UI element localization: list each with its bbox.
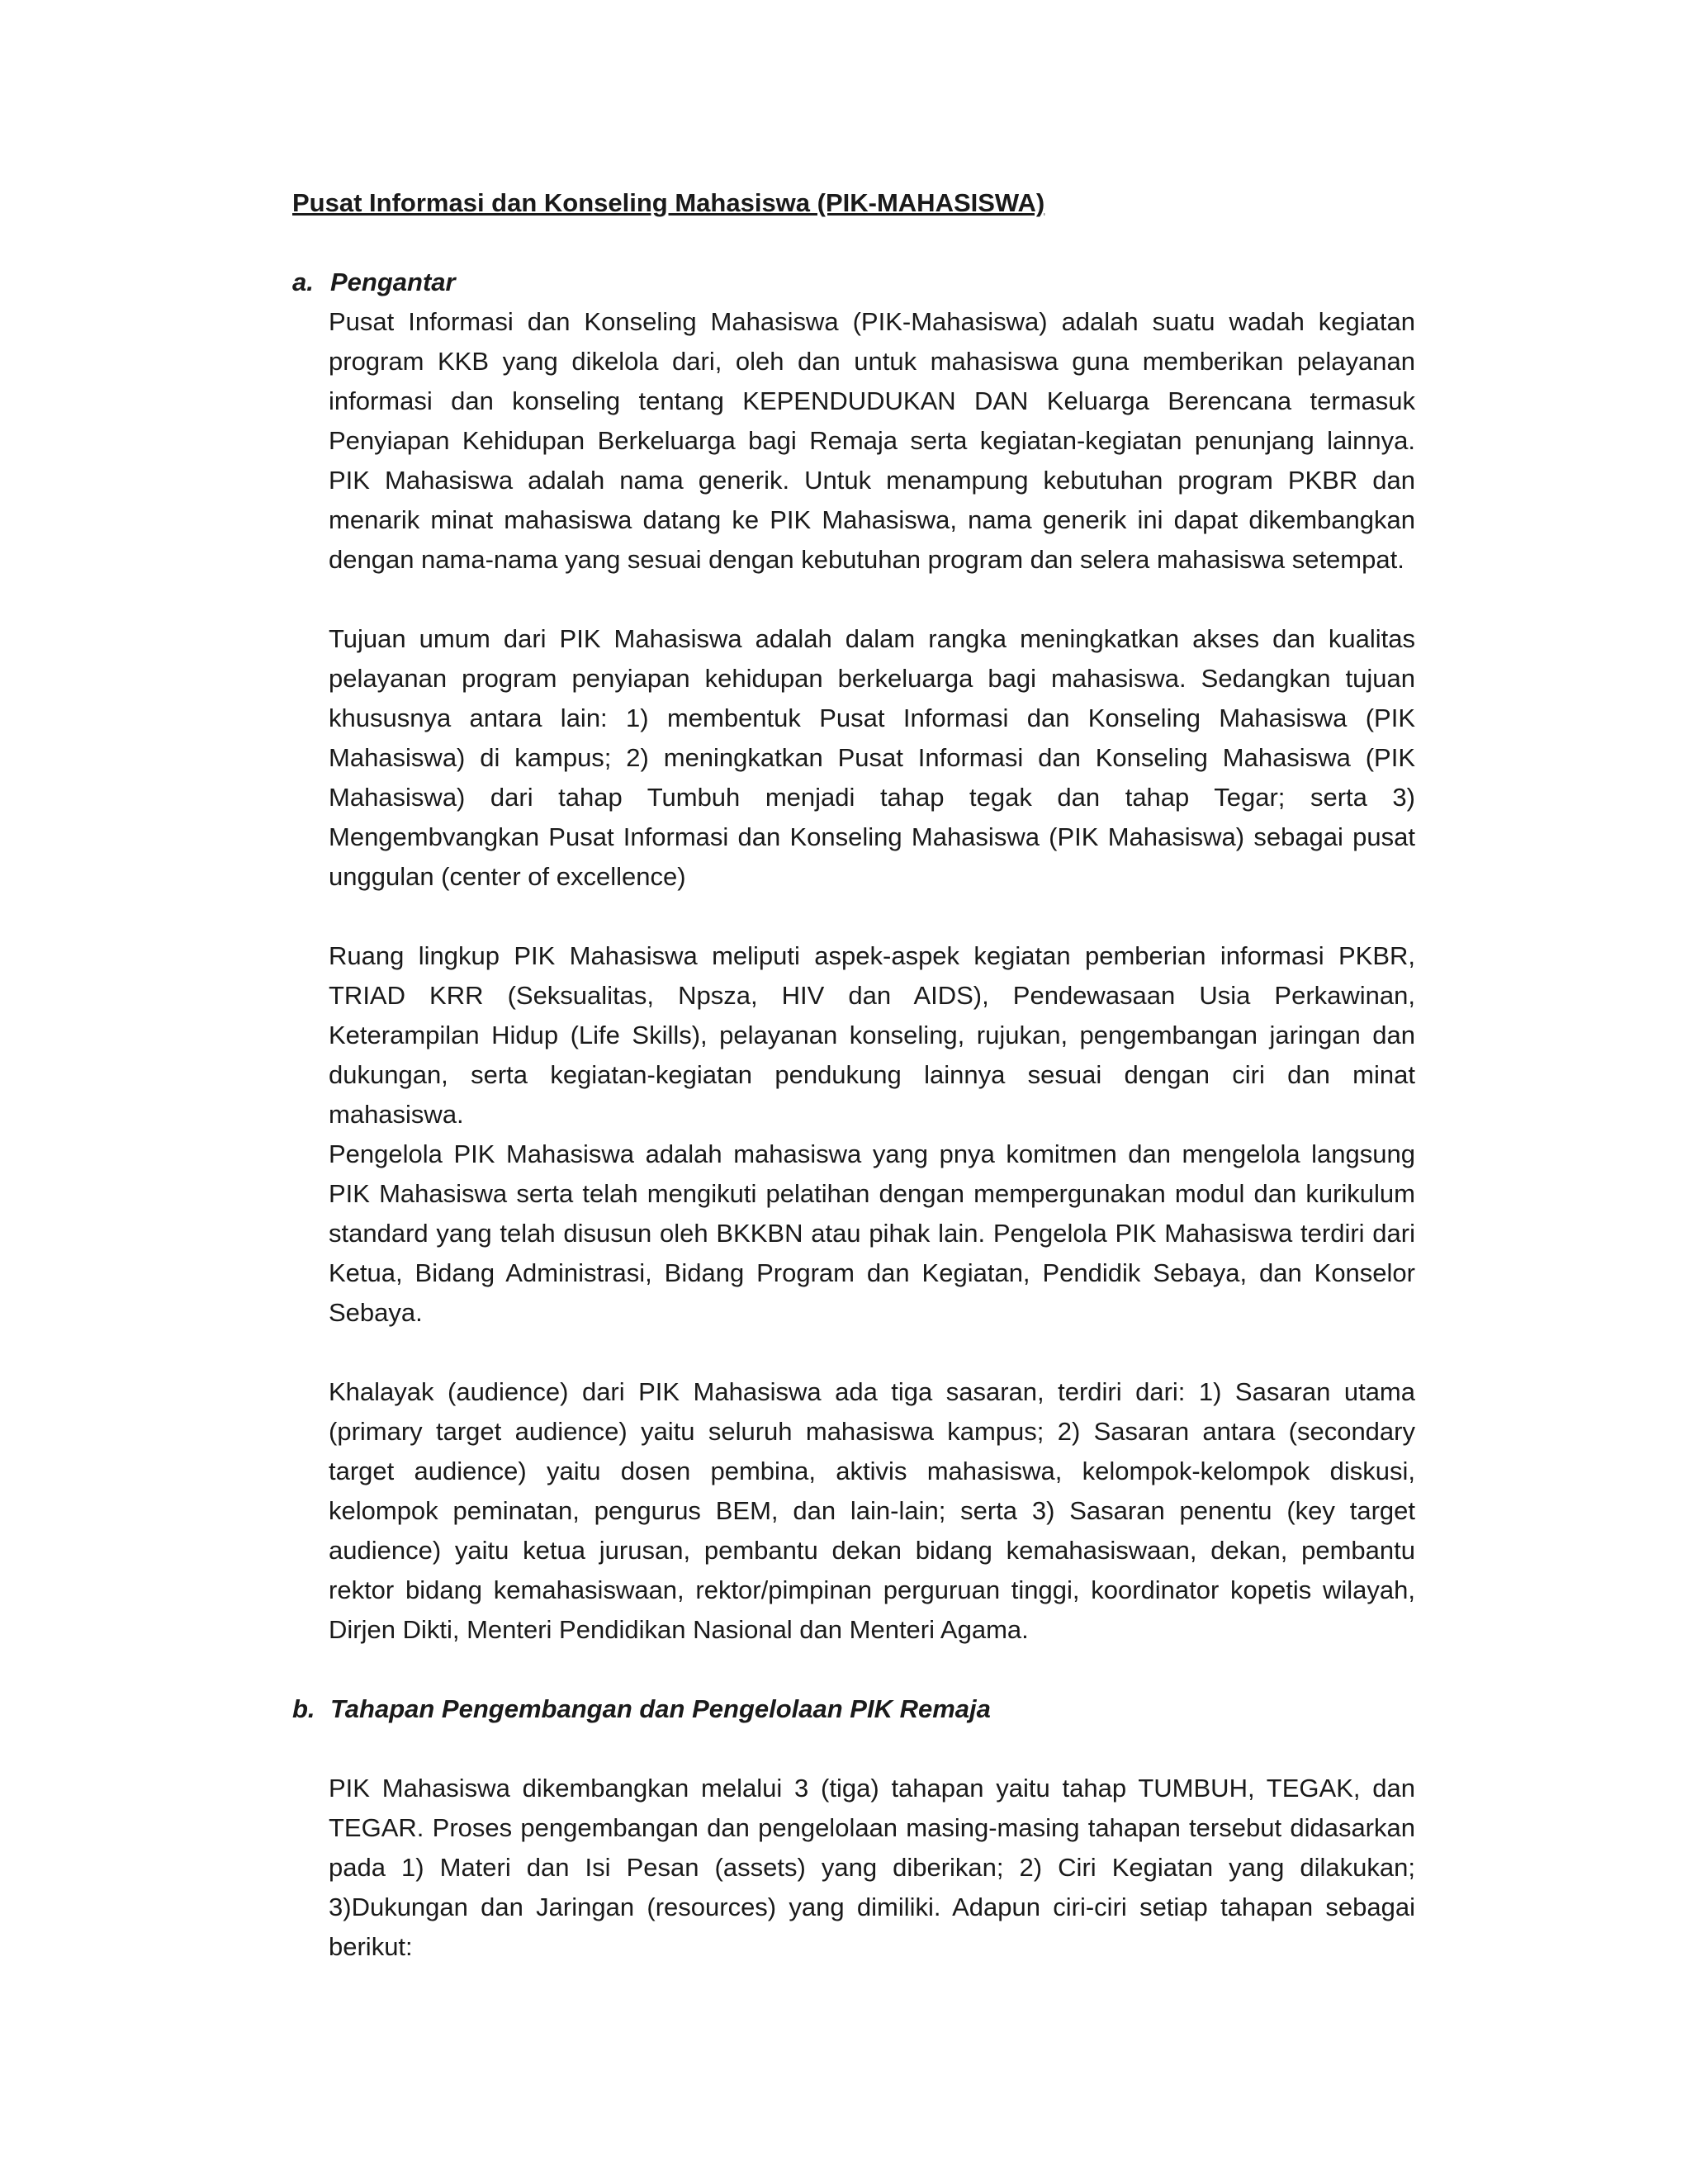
section-heading-text: Tahapan Pengembangan dan Pengelolaan PIK Remaja bbox=[330, 1694, 991, 1723]
paragraph-ruang-lingkup: Ruang lingkup PIK Mahasiswa meliputi aspek-aspek kegiatan pemberian informasi PKBR, TRIAD KRR (Seksualitas, Npsza, HIV dan AIDS), Pendewasaan Usia Perkawinan, Keterampilan Hidup (Life Skills), pelayanan konseling, rujukan, pengembangan jaringan dan dukungan, serta kegiatan-kegiatan pendukung lainnya sesuai dengan ciri dan minat mahasiswa. bbox=[329, 941, 1415, 1129]
section-heading-pengantar bbox=[292, 263, 456, 302]
paragraph-khalayak: Khalayak (audience) dari PIK Mahasiswa ada tiga sasaran, terdiri dari: 1) Sasaran utama (primary target audience) yaitu seluruh mahasiswa kampus; 2) Sasaran antara (secondary target audience) yaitu dosen pembina, aktivis mahasiswa, kelompok-kelompok diskusi, kelompok peminatan, pengurus BEM, dan lain-lain; serta 3) Sasaran penentu (key target audience) yaitu ketua jurusan, pembantu dekan bidang kemahasiswaan, dekan, pembantu rektor bidang kemahasiswaan, rektor/pimpinan perguruan tinggi, koordinator kopetis wilayah, Dirjen Dikti, Menteri Pendidikan Nasional dan Menteri Agama. bbox=[329, 1377, 1415, 1644]
section-marker: b. bbox=[292, 1694, 315, 1723]
paragraph-pengelola: Pengelola PIK Mahasiswa adalah mahasiswa yang pnya komitmen dan mengelola langsung PIK Mahasiswa serta telah mengikuti pelatihan dengan mempergunakan modul dan kurikulum standard yang telah disusun oleh BKKBN atau pihak lain. Pengelola PIK Mahasiswa terdiri dari Ketua, Bidang Administrasi, Bidang Program dan Kegiatan, Pendidik Sebaya, dan Konselor Sebaya. bbox=[329, 1139, 1415, 1327]
section-heading-tahapan bbox=[292, 1689, 991, 1729]
document-title: Pusat Informasi dan Konseling Mahasiswa (PIK-MAHASISWA) bbox=[292, 188, 1045, 217]
paragraph-tujuan: Tujuan umum dari PIK Mahasiswa adalah dalam rangka meningkatkan akses dan kualitas pelayanan program penyiapan kehidupan berkeluarga bagi mahasiswa. Sedangkan tujuan khususnya antara lain: 1) membentuk Pusat Informasi dan Konseling Mahasiswa (PIK Mahasiswa) di kampus; 2) meningkatkan Pusat Informasi dan Konseling Mahasiswa (PIK Mahasiswa) dari tahap Tumbuh menjadi tahap tegak dan tahap Tegar; serta 3) Mengembvangkan Pusat Informasi dan Konseling Mahasiswa (PIK Mahasiswa) sebagai pusat unggulan (center of excellence) bbox=[329, 624, 1415, 891]
paragraph-tahapan-intro: PIK Mahasiswa dikembangkan melalui 3 (tiga) tahapan yaitu tahap TUMBUH, TEGAK, dan TEGAR. Proses pengembangan dan pengelolaan masing-masing tahapan tersebut didasarkan pada 1) Materi dan Isi Pesan (assets) yang diberikan; 2) Ciri Kegiatan yang dilakukan; 3)Dukungan dan Jaringan (resources) yang dimiliki. Adapun ciri-ciri setiap tahapan sebagai berikut: bbox=[329, 1774, 1415, 1961]
section-heading-text: Pengantar bbox=[330, 268, 456, 296]
section-marker: a. bbox=[292, 268, 314, 296]
paragraph-pengantar-intro: Pusat Informasi dan Konseling Mahasiswa (PIK-Mahasiswa) adalah suatu wadah kegiatan program KKB yang dikelola dari, oleh dan untuk mahasiswa guna memberikan pelayanan informasi dan konseling tentang KEPENDUDUKAN DAN Keluarga Berencana termasuk Penyiapan Kehidupan Berkeluarga bagi Remaja serta kegiatan-kegiatan penunjang lainnya. PIK Mahasiswa adalah nama generik. Untuk menampung kebutuhan program PKBR dan menarik minat mahasiswa datang ke PIK Mahasiswa, nama generik ini dapat dikembangkan dengan nama-nama yang sesuai dengan kebutuhan program dan selera mahasiswa setempat. bbox=[329, 307, 1415, 574]
